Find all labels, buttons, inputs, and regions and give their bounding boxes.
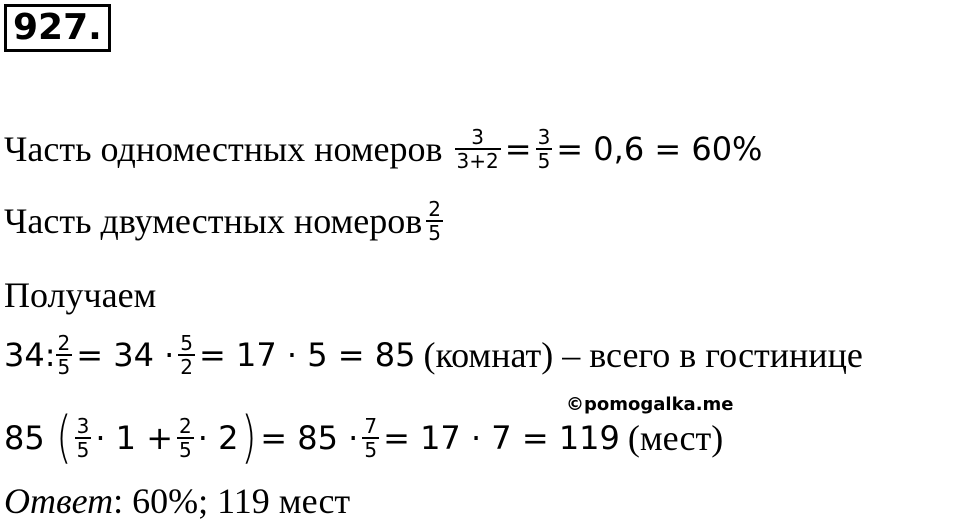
line-single-rooms — [4, 126, 762, 172]
fraction-3-over-5 — [536, 126, 553, 172]
fraction-7-over-5 — [362, 415, 379, 461]
fraction-denominator: 5 — [428, 221, 442, 245]
fraction-numerator: 2 — [179, 414, 192, 438]
fraction-5-over-2 — [178, 332, 195, 378]
answer-text: : 60%; 119 мест — [113, 481, 351, 521]
fraction-3-over-3plus2 — [455, 126, 501, 172]
line-obtain — [4, 274, 156, 316]
fraction-numerator: 2 — [428, 197, 442, 221]
line-total-places — [4, 405, 724, 470]
total-places-part1: · 1 + — [95, 419, 173, 457]
fraction-3-over-5 — [75, 415, 92, 461]
double-rooms-text: Часть двуместных номеров — [4, 201, 423, 241]
total-rooms-lead: 34: — [4, 336, 56, 374]
total-places-caption: (мест) — [627, 418, 724, 458]
close-parenthesis: ) — [241, 405, 258, 470]
fraction-numerator: 2 — [57, 331, 71, 355]
single-rooms-result: = 0,6 = 60% — [556, 130, 763, 168]
answer-label: Ответ — [4, 481, 114, 521]
total-rooms-caption: (комнат) – всего в гостинице — [423, 335, 863, 375]
fraction-denominator: 5 — [537, 149, 551, 173]
fraction-denominator: 3+2 — [456, 149, 499, 173]
answer-line — [4, 480, 350, 522]
total-rooms-mid: = 34 · — [76, 336, 175, 374]
fraction-denominator: 2 — [180, 355, 194, 379]
problem-number: 927. — [4, 4, 111, 52]
fraction-numerator: 7 — [364, 414, 378, 438]
fraction-numerator: 5 — [180, 331, 194, 355]
fraction-denominator: 5 — [76, 438, 90, 462]
fraction-2-over-5 — [56, 332, 73, 378]
fraction-denominator: 5 — [364, 438, 378, 462]
obtain-text: Получаем — [4, 275, 157, 315]
single-rooms-text: Часть одноместных номеров — [4, 129, 443, 169]
fraction-2-over-5 — [177, 415, 194, 461]
total-rooms-result: = 17 · 5 = 85 — [199, 336, 416, 374]
watermark: ©pomogalka.me — [566, 394, 734, 415]
total-places-lead: 85 — [4, 419, 45, 457]
fraction-denominator: 5 — [179, 438, 192, 462]
total-places-part2: · 2 — [197, 419, 239, 457]
equals-sign: = — [504, 130, 532, 168]
total-places-result: = 17 · 7 = 119 — [383, 419, 620, 457]
fraction-numerator: 3 — [76, 414, 90, 438]
open-parenthesis: ( — [55, 405, 72, 470]
fraction-2-over-5 — [426, 198, 443, 244]
fraction-denominator: 5 — [57, 355, 71, 379]
fraction-numerator: 3 — [471, 125, 484, 149]
total-places-mid: = 85 · — [260, 419, 359, 457]
line-total-rooms — [4, 332, 863, 378]
line-double-rooms — [4, 198, 447, 244]
fraction-numerator: 3 — [537, 125, 551, 149]
